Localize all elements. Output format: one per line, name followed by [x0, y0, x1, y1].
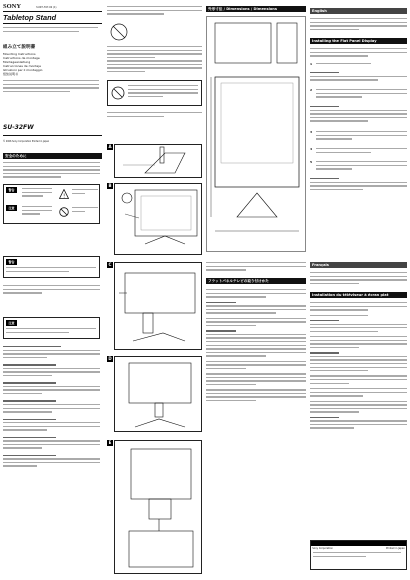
- warning-block: [3, 256, 100, 278]
- english-label: English: [310, 8, 407, 14]
- jp-install-text: [206, 289, 306, 404]
- caution-text: [6, 328, 96, 335]
- figure-b: [114, 183, 202, 255]
- step-text: [316, 89, 407, 100]
- language-item: Istruzioni per il montaggio: [3, 67, 43, 72]
- figure-d: [114, 356, 202, 432]
- warning-badge: 警告: [6, 259, 17, 265]
- figure-label-a: A: [108, 144, 112, 149]
- figure-label-b: B: [108, 183, 112, 188]
- jp-intro-text: [206, 262, 306, 273]
- step-text: [316, 131, 407, 142]
- footer-right: Printed in Japan: [385, 546, 405, 550]
- footer-text: [312, 551, 402, 559]
- step-number: 5: [310, 160, 313, 164]
- dimensions-section-bar: 外形寸法 / Dimensions / Dimensions: [206, 6, 306, 12]
- caution-badge: 注意: [6, 205, 17, 211]
- warning-text: [6, 267, 96, 274]
- divider: [3, 23, 102, 24]
- page-title: Tabletop Stand: [3, 13, 57, 22]
- caution-badge: 注意: [6, 320, 17, 326]
- french-intro-text: [310, 272, 407, 286]
- figure-e: [114, 440, 202, 574]
- language-item: Mounting Instructions: [3, 52, 36, 56]
- warning-body: [3, 285, 100, 296]
- caution-block: [3, 317, 100, 339]
- step-number: 4: [310, 147, 313, 151]
- legend-text: [72, 189, 98, 196]
- document-code: 3-097-767-02 (1): [36, 6, 57, 9]
- language-item: Instrucciones de montaje: [3, 63, 41, 68]
- svg-text:!: !: [63, 193, 66, 199]
- symbol-legend-box: [3, 184, 100, 224]
- stand-diagram-icon: [107, 22, 131, 42]
- stand-base-illustration: [115, 145, 203, 179]
- legend-text: [72, 207, 98, 214]
- language-item: 组装说明书: [3, 71, 19, 76]
- installing-intro: [310, 48, 407, 59]
- legend-text: [22, 206, 52, 217]
- middle-top-text: [107, 6, 202, 17]
- figure-a: [114, 144, 202, 178]
- note-text: [310, 106, 407, 124]
- divider: [3, 11, 102, 12]
- middle-text: [107, 46, 202, 75]
- divider: [3, 135, 102, 136]
- dimension-drawing: [207, 17, 307, 253]
- language-list: [3, 52, 42, 76]
- body-text: [3, 80, 99, 94]
- step-number: 3: [310, 130, 313, 134]
- language-item: Instructions de montage: [3, 55, 40, 60]
- note-box: [107, 80, 202, 106]
- jp-install-heading: フラットパネルテレビの取り付けかた: [206, 278, 306, 284]
- step-number: 1: [310, 62, 313, 66]
- safety-text: [3, 162, 100, 180]
- model-number: SU-32FW: [3, 124, 34, 131]
- step-text: [316, 63, 407, 67]
- figure-c: [114, 262, 202, 350]
- display-attach-illustration: [115, 263, 203, 351]
- safety-section-bar: 安全のために: [3, 153, 102, 159]
- figure-label-d: D: [108, 356, 112, 361]
- middle-text: [107, 112, 202, 119]
- exclamation-icon: [59, 189, 69, 199]
- footer-table-row: [311, 546, 406, 550]
- brand-logo: SONY: [3, 3, 22, 10]
- step-text: [316, 148, 407, 155]
- warning-badge: 警告: [6, 187, 17, 193]
- figure-label-e: E: [108, 440, 112, 445]
- note-text: [310, 72, 407, 83]
- installing-heading: Installing the Flat Panel Display: [310, 38, 407, 44]
- stand-fix-illustration: [115, 357, 203, 433]
- french-install-text: [310, 302, 407, 431]
- jp-title: 組み立て説明書: [3, 45, 36, 50]
- footer-table: [310, 540, 407, 570]
- figure-label-c: C: [108, 262, 112, 267]
- cable-routing-illustration: [115, 441, 203, 575]
- dimensions-diagram: [206, 16, 306, 252]
- english-intro-text: [310, 18, 407, 32]
- prohibited-icon: [59, 207, 69, 217]
- francais-label: Français: [310, 262, 407, 268]
- note-text: [128, 85, 198, 99]
- legend-text: [22, 188, 52, 199]
- language-item: Montageanleitung: [3, 59, 31, 64]
- footer-left: Sony Corporation: [312, 546, 333, 550]
- display-mount-illustration: [115, 184, 203, 256]
- installation-heading: Installation du téléviseur à écran plat: [310, 292, 407, 298]
- intro-text: [3, 27, 98, 34]
- step-number: 2: [310, 88, 313, 92]
- caution-body: [3, 346, 100, 469]
- step-text: [316, 161, 407, 172]
- english-tail-text: [310, 178, 407, 192]
- prohibited-icon: [111, 86, 125, 100]
- copyright: © 2006 Sony Corporation Printed in Japan: [3, 140, 50, 143]
